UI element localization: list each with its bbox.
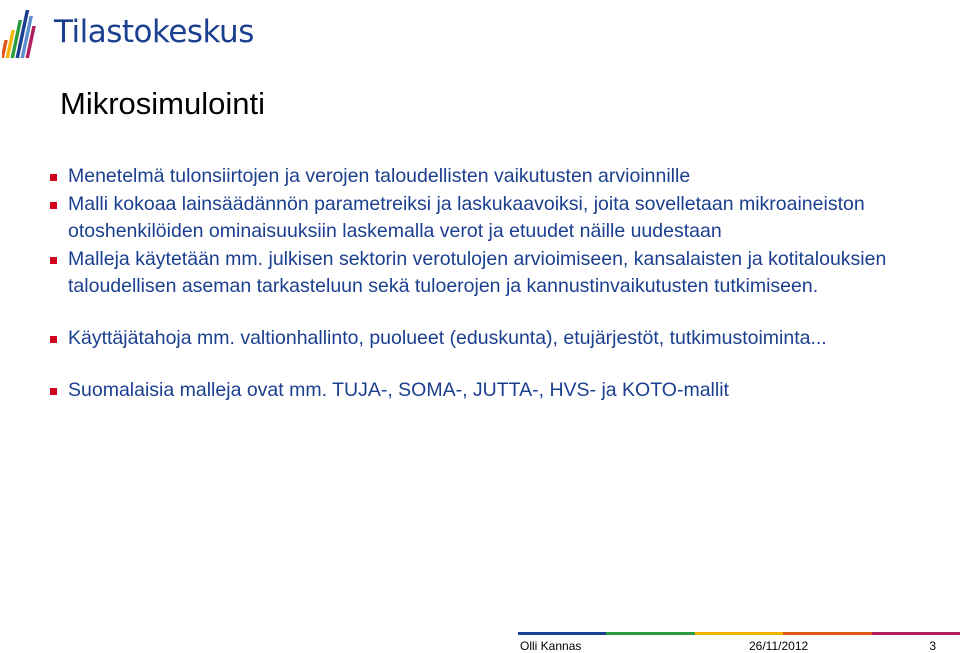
footer-date: 26/11/2012	[749, 639, 809, 653]
footer	[518, 640, 960, 653]
slide-title: Mikrosimulointi	[60, 86, 265, 121]
footer-bar-segment	[606, 632, 694, 635]
bullet-item: Suomalaisia malleja ovat mm. TUJA-, SOMA-, JUTTA-, HVS- ja KOTO-mallit	[50, 377, 930, 405]
bullet-list	[50, 163, 930, 405]
footer-page-number: 3	[929, 639, 936, 653]
footer-bar-segment	[518, 632, 606, 635]
bullet-item: Menetelmä tulonsiirtojen ja verojen taloudellisten vaikutusten arvioinnille	[50, 163, 930, 191]
bullet-item: Käyttäjätahoja mm. valtionhallinto, puolueet (eduskunta), etujärjestöt, tutkimustoiminta...	[50, 325, 930, 353]
bullet-item: Malleja käytetään mm. julkisen sektorin verotulojen arvioimiseen, kansalaisten ja kotitalouksien taloudellisen aseman tarkasteluun sekä tuloerojen ja kannustinvaikutusten tutkimiseen.	[50, 246, 930, 301]
logo-text: Tilastokeskus	[54, 14, 254, 50]
bullet-item: Malli kokoaa lainsäädännön parametreiksi ja laskukaavoiksi, joita sovelletaan mikroaineiston otoshenkilöiden ominaisuuksiin laskemalla verot ja etuudet näille uudestaan	[50, 191, 930, 246]
logo	[2, 4, 254, 58]
footer-color-bar	[518, 632, 960, 635]
footer-bar-segment	[783, 632, 871, 635]
footer-author: Olli Kannas	[520, 639, 582, 653]
footer-bar-segment	[872, 632, 960, 635]
tilastokeskus-bar-logo-icon	[2, 4, 48, 58]
footer-bar-segment	[695, 632, 783, 635]
